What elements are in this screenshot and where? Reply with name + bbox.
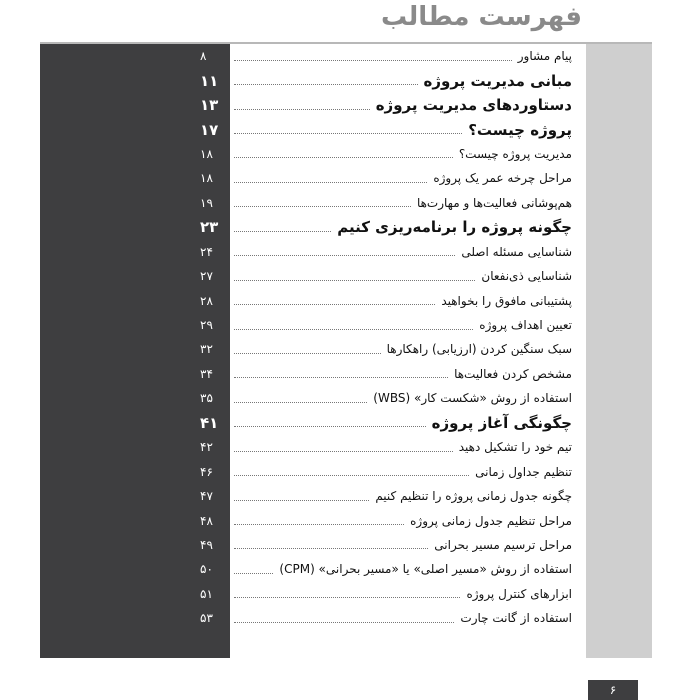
footer-page-number: ۶	[588, 680, 638, 700]
toc-entry[interactable]	[200, 93, 572, 117]
dot-leader	[234, 157, 453, 158]
toc-entry[interactable]	[200, 337, 572, 361]
toc-entry-page-number: ۲۴	[200, 244, 213, 259]
toc-entry-title: استفاده از روش «شکست کار» (WBS)	[373, 391, 572, 406]
toc-entry-title: مراحل ترسیم مسیر بحرانی	[434, 537, 572, 552]
toc-entry-page-number: ۸	[200, 49, 207, 64]
page-title: فهرست مطالب	[381, 2, 582, 32]
chapter-tab	[586, 44, 652, 658]
toc-entry[interactable]	[200, 557, 572, 581]
toc-entry-title: شناسایی ذی‌نفعان	[481, 269, 572, 284]
dot-leader	[234, 84, 418, 85]
dot-leader	[234, 304, 435, 305]
toc-entry-page-number: ۱۸	[200, 146, 213, 161]
toc-entry-page-number: ۳۵	[200, 391, 213, 406]
toc-entry-page-number: ۲۷	[200, 269, 213, 284]
toc-entry-title: تنظیم جداول زمانی	[475, 464, 572, 479]
toc-entry[interactable]	[200, 215, 572, 239]
toc-entry[interactable]	[200, 44, 572, 68]
dot-leader	[234, 231, 331, 232]
dot-leader	[234, 377, 448, 378]
toc-entry-page-number: ۵۱	[200, 586, 213, 601]
toc-entry-title: پیام مشاور	[517, 49, 572, 64]
dot-leader	[234, 206, 411, 207]
toc-entry-page-number: ۴۹	[200, 537, 213, 552]
toc-entry[interactable]	[200, 142, 572, 166]
dot-leader	[234, 548, 428, 549]
toc-entry-title: تعیین اهداف پروژه	[479, 318, 572, 333]
toc-entry[interactable]	[200, 386, 572, 410]
dot-leader	[234, 573, 273, 574]
dot-leader	[234, 500, 369, 501]
dot-leader	[234, 182, 427, 183]
dot-leader	[234, 622, 454, 623]
dot-leader	[234, 475, 469, 476]
toc-entry[interactable]	[200, 166, 572, 190]
toc-entry-title: مدیریت پروژه چیست؟	[458, 146, 572, 161]
toc-entry[interactable]	[200, 362, 572, 386]
toc-entry[interactable]	[200, 240, 572, 264]
toc-entry-page-number: ۴۶	[200, 464, 213, 479]
toc-entry-page-number: ۴۸	[200, 513, 213, 528]
toc-entry-title: دستاوردهای مدیریت پروژه	[375, 96, 572, 115]
toc-entry-page-number: ۵۳	[200, 611, 213, 626]
toc-entry-page-number: ۲۳	[200, 218, 219, 237]
toc-entry-title: استفاده از روش «مسیر اصلی» یا «مسیر بحرانی» (CPM)	[279, 562, 572, 577]
dot-leader	[234, 426, 426, 427]
dot-leader	[234, 133, 462, 134]
toc-entry-page-number: ۲۸	[200, 293, 213, 308]
dot-leader	[234, 451, 453, 452]
toc-entry-title: مراحل تنظیم جدول زمانی پروژه	[410, 513, 572, 528]
toc-entry[interactable]	[200, 533, 572, 557]
toc-entry-page-number: ۵۰	[200, 562, 213, 577]
toc-entry[interactable]	[200, 68, 572, 92]
toc-entry[interactable]	[200, 288, 572, 312]
toc-entry-title: مبانی مدیریت پروژه	[423, 71, 572, 90]
toc-entry[interactable]	[200, 459, 572, 483]
toc-entry[interactable]	[200, 484, 572, 508]
toc-entry[interactable]	[200, 508, 572, 532]
toc-entry-title: مراحل چرخه عمر یک پروژه	[433, 171, 572, 186]
dot-leader	[234, 329, 473, 330]
dot-leader	[234, 255, 455, 256]
dot-leader	[234, 60, 512, 61]
table-of-contents	[200, 44, 572, 631]
toc-entry-title: چگونگی آغاز پروژه	[431, 413, 572, 432]
toc-entry-page-number: ۴۱	[200, 413, 219, 432]
toc-entry-title: هم‌پوشانی فعالیت‌ها و مهارت‌ها	[416, 195, 572, 210]
toc-entry-page-number: ۱۹	[200, 195, 213, 210]
toc-entry[interactable]	[200, 264, 572, 288]
toc-entry-page-number: ۱۷	[200, 120, 219, 139]
toc-entry-page-number: ۴۲	[200, 440, 213, 455]
toc-entry-title: ابزارهای کنترل پروژه	[466, 586, 572, 601]
dot-leader	[234, 524, 404, 525]
toc-entry-title: تیم خود را تشکیل دهید	[458, 440, 572, 455]
toc-entry-title: مشخص کردن فعالیت‌ها	[454, 366, 572, 381]
dot-leader	[234, 109, 370, 110]
toc-entry-title: پروژه چیست؟	[468, 120, 572, 139]
toc-entry[interactable]	[200, 313, 572, 337]
toc-entry-page-number: ۴۷	[200, 489, 213, 504]
toc-entry[interactable]	[200, 606, 572, 630]
toc-entry-title: چگونه پروژه را برنامه‌ریزی کنیم	[337, 218, 572, 237]
toc-entry-title: استفاده از گانت چارت	[460, 611, 572, 626]
toc-entry-page-number: ۱۳	[200, 96, 219, 115]
toc-entry-title: چگونه جدول زمانی پروژه را تنظیم کنیم	[375, 489, 572, 504]
dot-leader	[234, 597, 460, 598]
toc-entry[interactable]	[200, 435, 572, 459]
toc-entry[interactable]	[200, 582, 572, 606]
toc-entry-title: شناسایی مسئله اصلی	[461, 244, 572, 259]
toc-entry-title: سبک سنگین کردن (ارزیابی) راهکارها	[386, 342, 572, 357]
dot-leader	[234, 280, 475, 281]
toc-entry-page-number: ۳۴	[200, 366, 213, 381]
toc-entry-page-number: ۳۲	[200, 342, 213, 357]
toc-entry-page-number: ۱۸	[200, 171, 213, 186]
dot-leader	[234, 353, 381, 354]
toc-entry-page-number: ۱۱	[200, 71, 219, 90]
toc-entry[interactable]	[200, 411, 572, 435]
toc-entry[interactable]	[200, 117, 572, 141]
toc-entry-title: پشتیبانی مافوق را بخواهید	[441, 293, 572, 308]
dot-leader	[234, 402, 367, 403]
toc-entry[interactable]	[200, 191, 572, 215]
toc-entry-page-number: ۲۹	[200, 318, 213, 333]
